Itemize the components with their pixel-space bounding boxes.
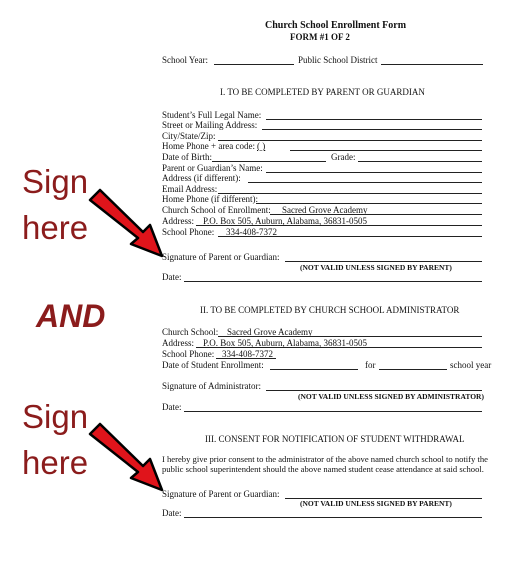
email-label: Email Address:	[162, 184, 218, 194]
street-field[interactable]	[262, 129, 482, 130]
section2-date-field[interactable]	[184, 411, 482, 412]
arrow-icon	[80, 420, 170, 500]
admin-signature-note: (NOT VALID UNLESS SIGNED BY ADMINISTRATOR)	[298, 392, 484, 401]
student-name-field[interactable]	[266, 119, 482, 120]
consent-text-line1: I hereby give prior consent to the administrator of the above named church school to notify the	[162, 454, 488, 464]
sign-here-label-bottom-line1: Sign	[22, 398, 89, 435]
parent-signature-note: (NOT VALID UNLESS SIGNED BY PARENT)	[300, 263, 452, 272]
section1-heading: I. TO BE COMPLETED BY PARENT OR GUARDIAN	[220, 87, 425, 97]
address-label: Address:	[162, 216, 194, 226]
parent-signature-field[interactable]	[285, 261, 482, 262]
sign-here-label-top-line2: here	[22, 209, 89, 246]
admin-school-phone-label: School Phone:	[162, 349, 215, 359]
address-diff-field[interactable]	[248, 182, 482, 183]
home-phone-field[interactable]	[290, 150, 482, 151]
street-label: Street or Mailing Address:	[162, 120, 258, 130]
for-label: for	[365, 360, 376, 370]
admin-address-field[interactable]	[196, 347, 482, 348]
admin-church-school-value: Sacred Grove Academy	[227, 327, 313, 337]
section2-date-label: Date:	[162, 402, 182, 412]
section3-heading: III. CONSENT FOR NOTIFICATION OF STUDENT WITHDRAWAL	[205, 434, 465, 444]
arrow-icon-shape	[90, 190, 162, 256]
sign-here-label-bottom-line2: here	[22, 444, 89, 481]
parent-name-label: Parent or Guardian’s Name:	[162, 163, 263, 173]
parent-name-field[interactable]	[266, 172, 482, 173]
admin-signature-field[interactable]	[266, 390, 482, 391]
section1-date-field[interactable]	[184, 281, 482, 282]
enroll-year-field[interactable]	[379, 369, 447, 370]
consent-text-line2: public school superintendent should the above named student cease attendance at said school.	[162, 464, 484, 474]
section2-heading: II. TO BE COMPLETED BY CHURCH SCHOOL ADMINISTRATOR	[200, 305, 460, 315]
grade-label: Grade:	[331, 152, 356, 162]
school-year-label: School Year:	[162, 55, 209, 65]
admin-address-label: Address:	[162, 338, 194, 348]
address-field[interactable]	[196, 225, 482, 226]
school-year-suffix: school year	[450, 360, 492, 370]
arrow-icon-shape	[90, 424, 162, 490]
home-phone-label: Home Phone + area code:	[162, 141, 256, 151]
and-label: AND	[36, 298, 106, 334]
enroll-date-label: Date of Student Enrollment:	[162, 360, 264, 370]
city-label: City/State/Zip:	[162, 131, 216, 141]
school-phone-label: School Phone:	[162, 227, 215, 237]
admin-church-school-label: Church School:	[162, 327, 219, 337]
arrow-icon	[80, 186, 170, 266]
admin-church-school-field[interactable]	[218, 336, 482, 337]
address-value: P.O. Box 505, Auburn, Alabama, 36831-0505	[203, 216, 367, 226]
admin-signature-label: Signature of Administrator:	[162, 381, 261, 391]
withdrawal-signature-note: (NOT VALID UNLESS SIGNED BY PARENT)	[300, 499, 452, 508]
section3-date-label: Date:	[162, 508, 182, 518]
sign-here-label-top-line1: Sign	[22, 163, 89, 200]
church-school-label: Church School of Enrollment:	[162, 205, 271, 215]
parent-signature-label: Signature of Parent or Guardian:	[162, 252, 280, 262]
church-school-value: Sacred Grove Academy	[282, 205, 368, 215]
enroll-date-field[interactable]	[270, 369, 358, 370]
grade-field[interactable]	[358, 161, 482, 162]
dob-field[interactable]	[212, 161, 326, 162]
student-name-label: Student’s Full Legal Name:	[162, 110, 262, 120]
home-phone-diff-field[interactable]	[256, 203, 482, 204]
school-phone-value: 334-408-7372	[226, 227, 277, 237]
admin-school-phone-value: 334-408-7372	[222, 349, 273, 359]
church-school-field[interactable]	[270, 214, 482, 215]
admin-address-value: P.O. Box 505, Auburn, Alabama, 36831-0505	[203, 338, 367, 348]
district-label: Public School District	[298, 55, 378, 65]
address-diff-label: Address (if different):	[162, 173, 241, 183]
dob-label: Date of Birth:	[162, 152, 212, 162]
school-phone-field[interactable]	[218, 236, 482, 237]
district-field[interactable]	[381, 64, 483, 65]
form-title: Church School Enrollment Form	[265, 20, 407, 31]
section3-date-field[interactable]	[184, 517, 482, 518]
withdrawal-signature-label: Signature of Parent or Guardian:	[162, 489, 280, 499]
school-year-field[interactable]	[214, 64, 294, 65]
home-phone-diff-label: Home Phone (if different):	[162, 194, 259, 204]
section1-date-label: Date:	[162, 272, 182, 282]
admin-school-phone-field[interactable]	[216, 358, 276, 359]
form-subtitle: FORM #1 OF 2	[290, 32, 350, 42]
home-phone-area: ( )	[257, 141, 266, 151]
